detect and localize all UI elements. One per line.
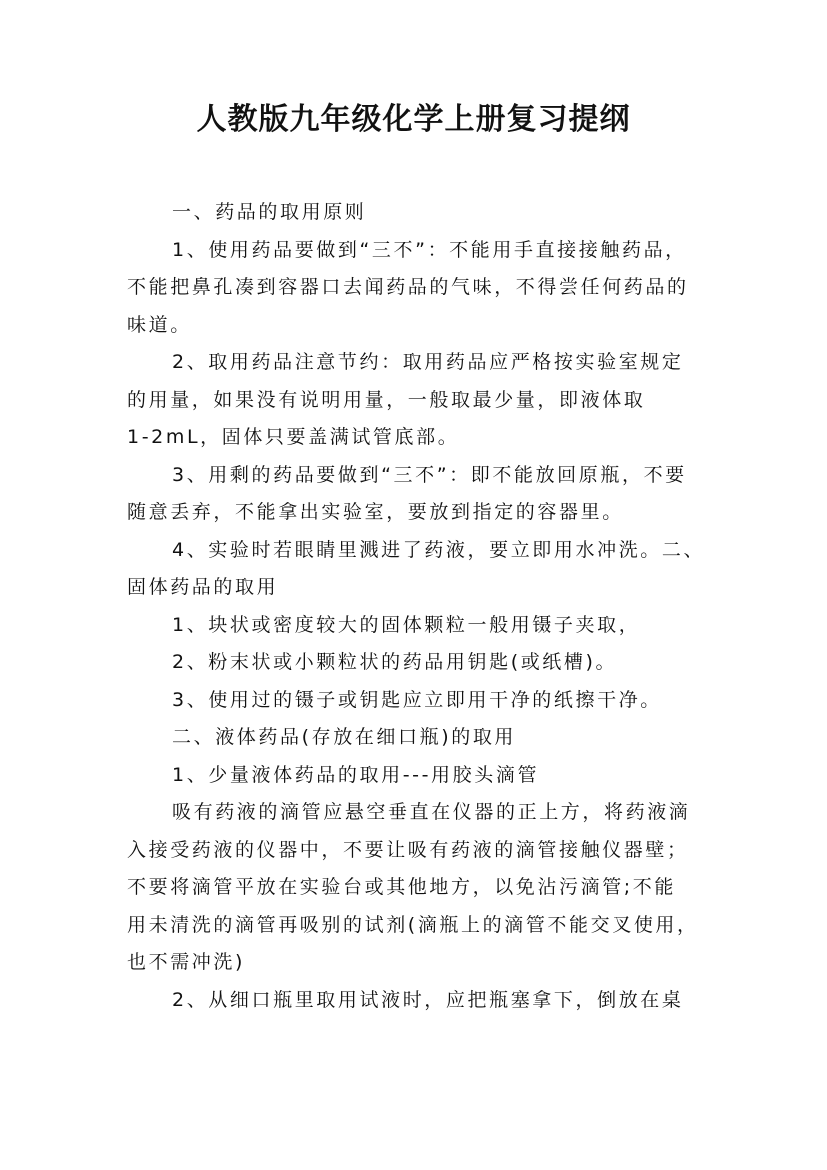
text-line: 的用量，如果没有说明用量，一般取最少量，即液体取 bbox=[127, 388, 646, 411]
text-line: 固体药品的取用 bbox=[127, 576, 279, 598]
text-line: 二、液体药品(存放在细口瓶)的取用 bbox=[172, 726, 517, 748]
text-line: 3、使用过的镊子或钥匙应立即用干净的纸擦干净。 bbox=[172, 688, 662, 711]
text-line: 2、从细口瓶里取用试液时，应把瓶塞拿下，倒放在桌 bbox=[172, 988, 684, 1011]
text-line: 入接受药液的仪器中，不要让吸有药液的滴管接触仪器壁； bbox=[127, 838, 689, 861]
text-line: 随意丢弃，不能拿出实验室，要放到指定的容器里。 bbox=[127, 501, 624, 523]
text-line: 3、用剩的药品要做到“三不”：即不能放回原瓶，不要 bbox=[172, 463, 687, 486]
text-line: 一、药品的取用原则 bbox=[172, 201, 367, 223]
text-line: 1、使用药品要做到“三不”：不能用手直接接触药品， bbox=[172, 238, 687, 261]
text-line: 吸有药液的滴管应悬空垂直在仪器的正上方，将药液滴 bbox=[172, 801, 691, 823]
text-line: 味道。 bbox=[127, 313, 192, 336]
text-line: 不能把鼻孔凑到容器口去闻药品的气味，不得尝任何药品的 bbox=[127, 276, 689, 298]
document-title: 人教版九年级化学上册复习提纲 bbox=[196, 102, 631, 137]
document-body bbox=[127, 194, 711, 1019]
text-line: 1-2mL，固体只要盖满试管底部。 bbox=[127, 426, 460, 448]
text-line: 也不需冲洗) bbox=[127, 951, 246, 973]
text-line: 用未清洗的滴管再吸别的试剂(滴瓶上的滴管不能交叉使用， bbox=[127, 913, 699, 936]
text-line: 不要将滴管平放在实验台或其他地方，以免沾污滴管;不能 bbox=[127, 876, 677, 898]
text-line: 2、取用药品注意节约：取用药品应严格按实验室规定 bbox=[172, 351, 684, 373]
text-line: 1、少量液体药品的取用---用胶头滴管 bbox=[172, 763, 540, 786]
text-line: 2、粉末状或小颗粒状的药品用钥匙(或纸槽)。 bbox=[172, 651, 618, 673]
text-line: 1、块状或密度较大的固体颗粒一般用镊子夹取， bbox=[172, 613, 641, 636]
text-line: 4、实验时若眼睛里溅进了药液，要立即用水冲洗。二、 bbox=[172, 538, 706, 561]
